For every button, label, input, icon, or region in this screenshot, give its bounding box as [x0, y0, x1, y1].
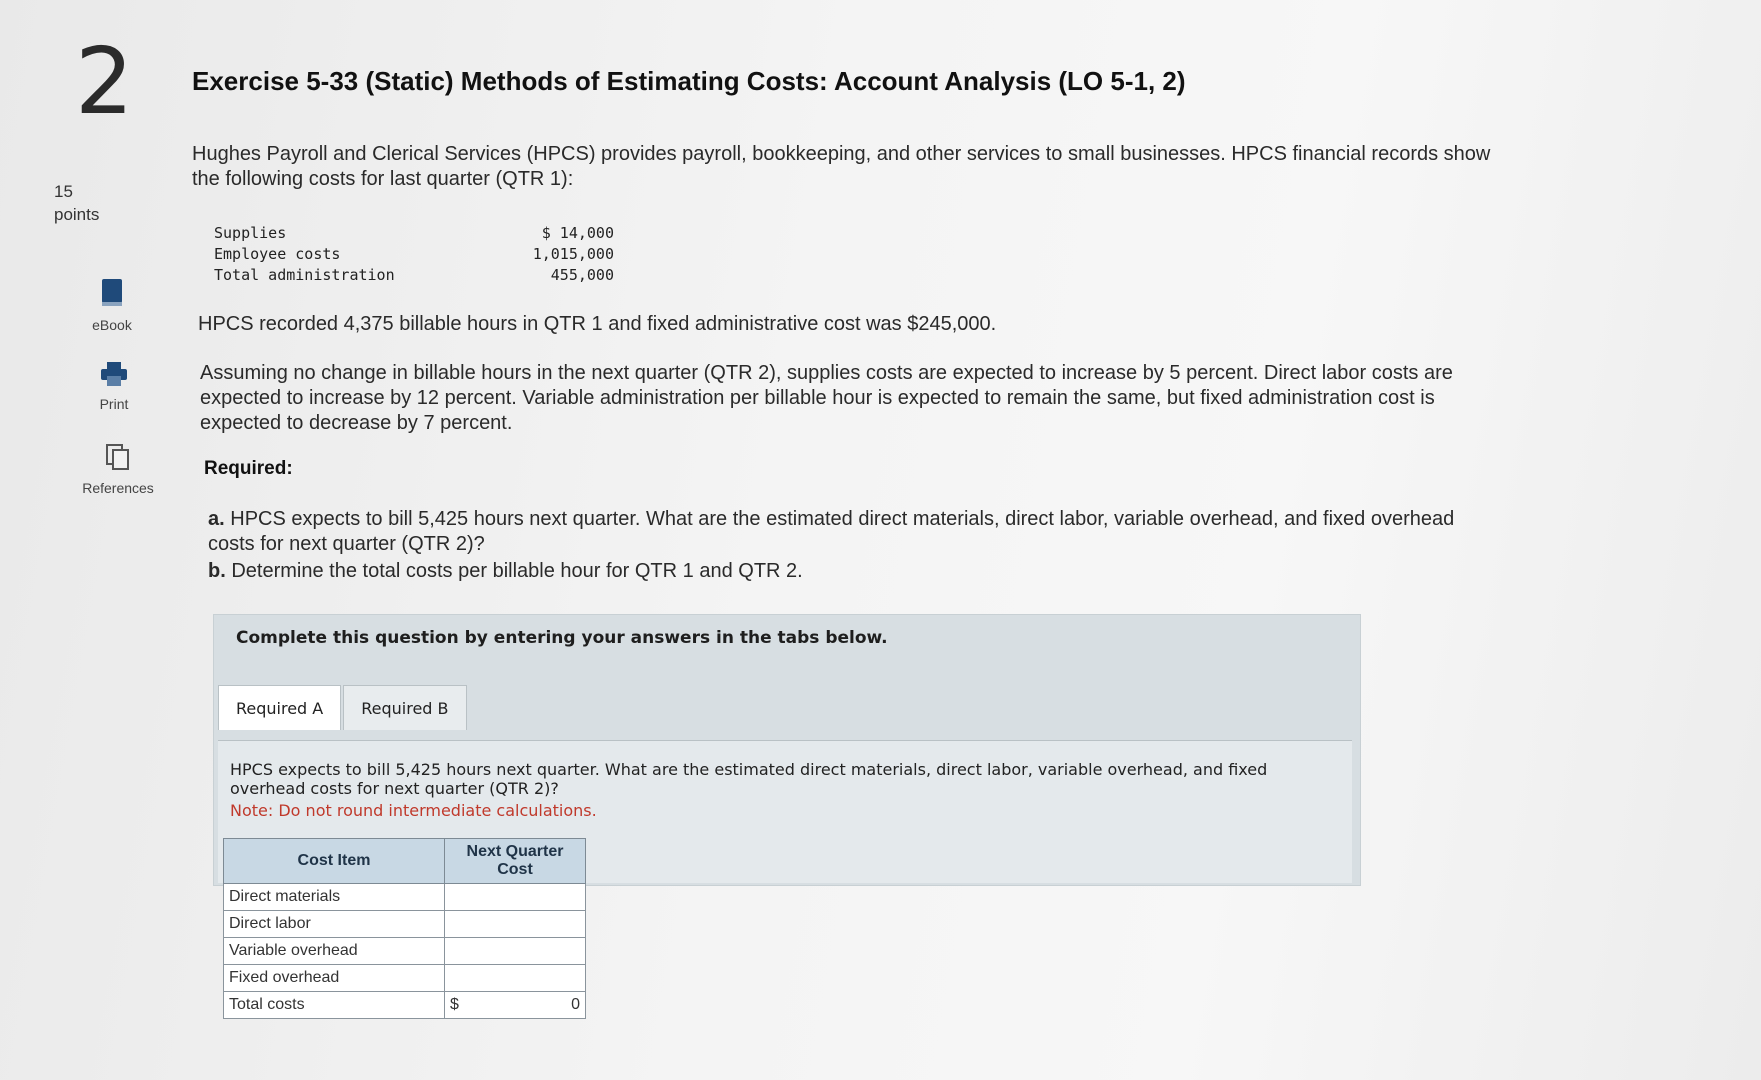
exercise-title: Exercise 5-33 (Static) Methods of Estimating Costs: Account Analysis (LO 5-1, 2) [192, 66, 1186, 96]
tab-required-b[interactable]: Required B [343, 685, 466, 730]
ebook-label: eBook [92, 317, 132, 333]
total-value: 0 [571, 996, 580, 1013]
print-button[interactable] [64, 361, 164, 412]
table-row [224, 965, 586, 992]
cost-value: 455,000 [550, 265, 614, 284]
cost-value: 1,015,000 [532, 244, 614, 263]
answer-table [223, 838, 586, 1019]
tab-bar [218, 685, 469, 730]
total-cell [445, 992, 586, 1019]
ebook-button[interactable] [62, 278, 162, 333]
tab-question-text: HPCS expects to bill 5,425 hours next quarter. What are the estimated direct materials, direct labor, variable overhead, and fixed overhead costs for next quarter (QTR 2)? [230, 760, 1268, 798]
table-row [224, 884, 586, 911]
points-value: 15 [54, 182, 73, 201]
requirement-b-text: Determine the total costs per billable hour for QTR 1 and QTR 2. [231, 560, 803, 582]
direct-materials-input[interactable] [445, 884, 575, 910]
assumption-text: Assuming no change in billable hours in the next quarter (QTR 2), supplies costs are expected to increase by 5 percent. Direct labor costs are expected to increase by 12 percent. Variable administration per billable hour is expected to remain the same, but fixed administration cost is expected to decrease by 7 percent. [200, 362, 1453, 434]
requirement-a-letter: a. [208, 508, 225, 530]
question-number: 2 [75, 28, 134, 135]
recorded-text: HPCS recorded 4,375 billable hours in QTR 1 and fixed administrative cost was $245,000. [198, 313, 997, 335]
references-label: References [82, 480, 154, 496]
requirement-b-letter: b. [208, 560, 226, 582]
requirement-a-text: HPCS expects to bill 5,425 hours next quarter. What are the estimated direct materials, direct labor, variable overhead, and fixed overhead costs for next quarter (QTR 2)? [208, 508, 1455, 555]
printer-icon [64, 361, 164, 390]
points-display [54, 180, 99, 226]
intro-text: Hughes Payroll and Clerical Services (HPCS) provides payroll, bookkeeping, and other services to small businesses. HPCS financial records show the following costs for last quarter (QTR 1): [192, 143, 1491, 190]
cost-label: Total administration [214, 265, 395, 284]
row-label: Variable overhead [224, 938, 445, 965]
fixed-overhead-input[interactable] [445, 965, 575, 991]
cost-row [214, 243, 614, 264]
cost-label: Supplies [214, 223, 287, 242]
requirement-a [208, 507, 1478, 557]
total-row [224, 992, 586, 1019]
variable-overhead-input[interactable] [445, 938, 575, 964]
direct-labor-input[interactable] [445, 911, 575, 937]
cost-row [214, 222, 614, 243]
row-label: Direct labor [224, 911, 445, 938]
total-label: Total costs [224, 992, 445, 1019]
table-row [224, 911, 586, 938]
col-cost-item: Cost Item [224, 839, 445, 884]
answer-table-header [224, 839, 586, 884]
row-label: Fixed overhead [224, 965, 445, 992]
cost-label: Employee costs [214, 244, 341, 263]
print-label: Print [99, 396, 129, 412]
required-heading: Required: [204, 458, 293, 479]
panel-instruction: Complete this question by entering your answers in the tabs below. [236, 628, 888, 648]
cost-row [214, 264, 614, 285]
rounding-note: Note: Do not round intermediate calculations. [230, 801, 597, 820]
qtr1-costs-table [214, 222, 614, 285]
copy-icon [68, 443, 168, 474]
points-label: points [54, 205, 100, 224]
total-currency: $ [450, 996, 459, 1013]
table-row [224, 938, 586, 965]
requirement-b [208, 559, 1478, 584]
cost-value: $ 14,000 [541, 223, 614, 242]
col-next-quarter-cost: Next Quarter Cost [445, 839, 586, 884]
row-label: Direct materials [224, 884, 445, 911]
references-button[interactable] [68, 443, 168, 496]
tab-required-a[interactable]: Required A [218, 685, 341, 730]
book-icon [62, 278, 162, 311]
